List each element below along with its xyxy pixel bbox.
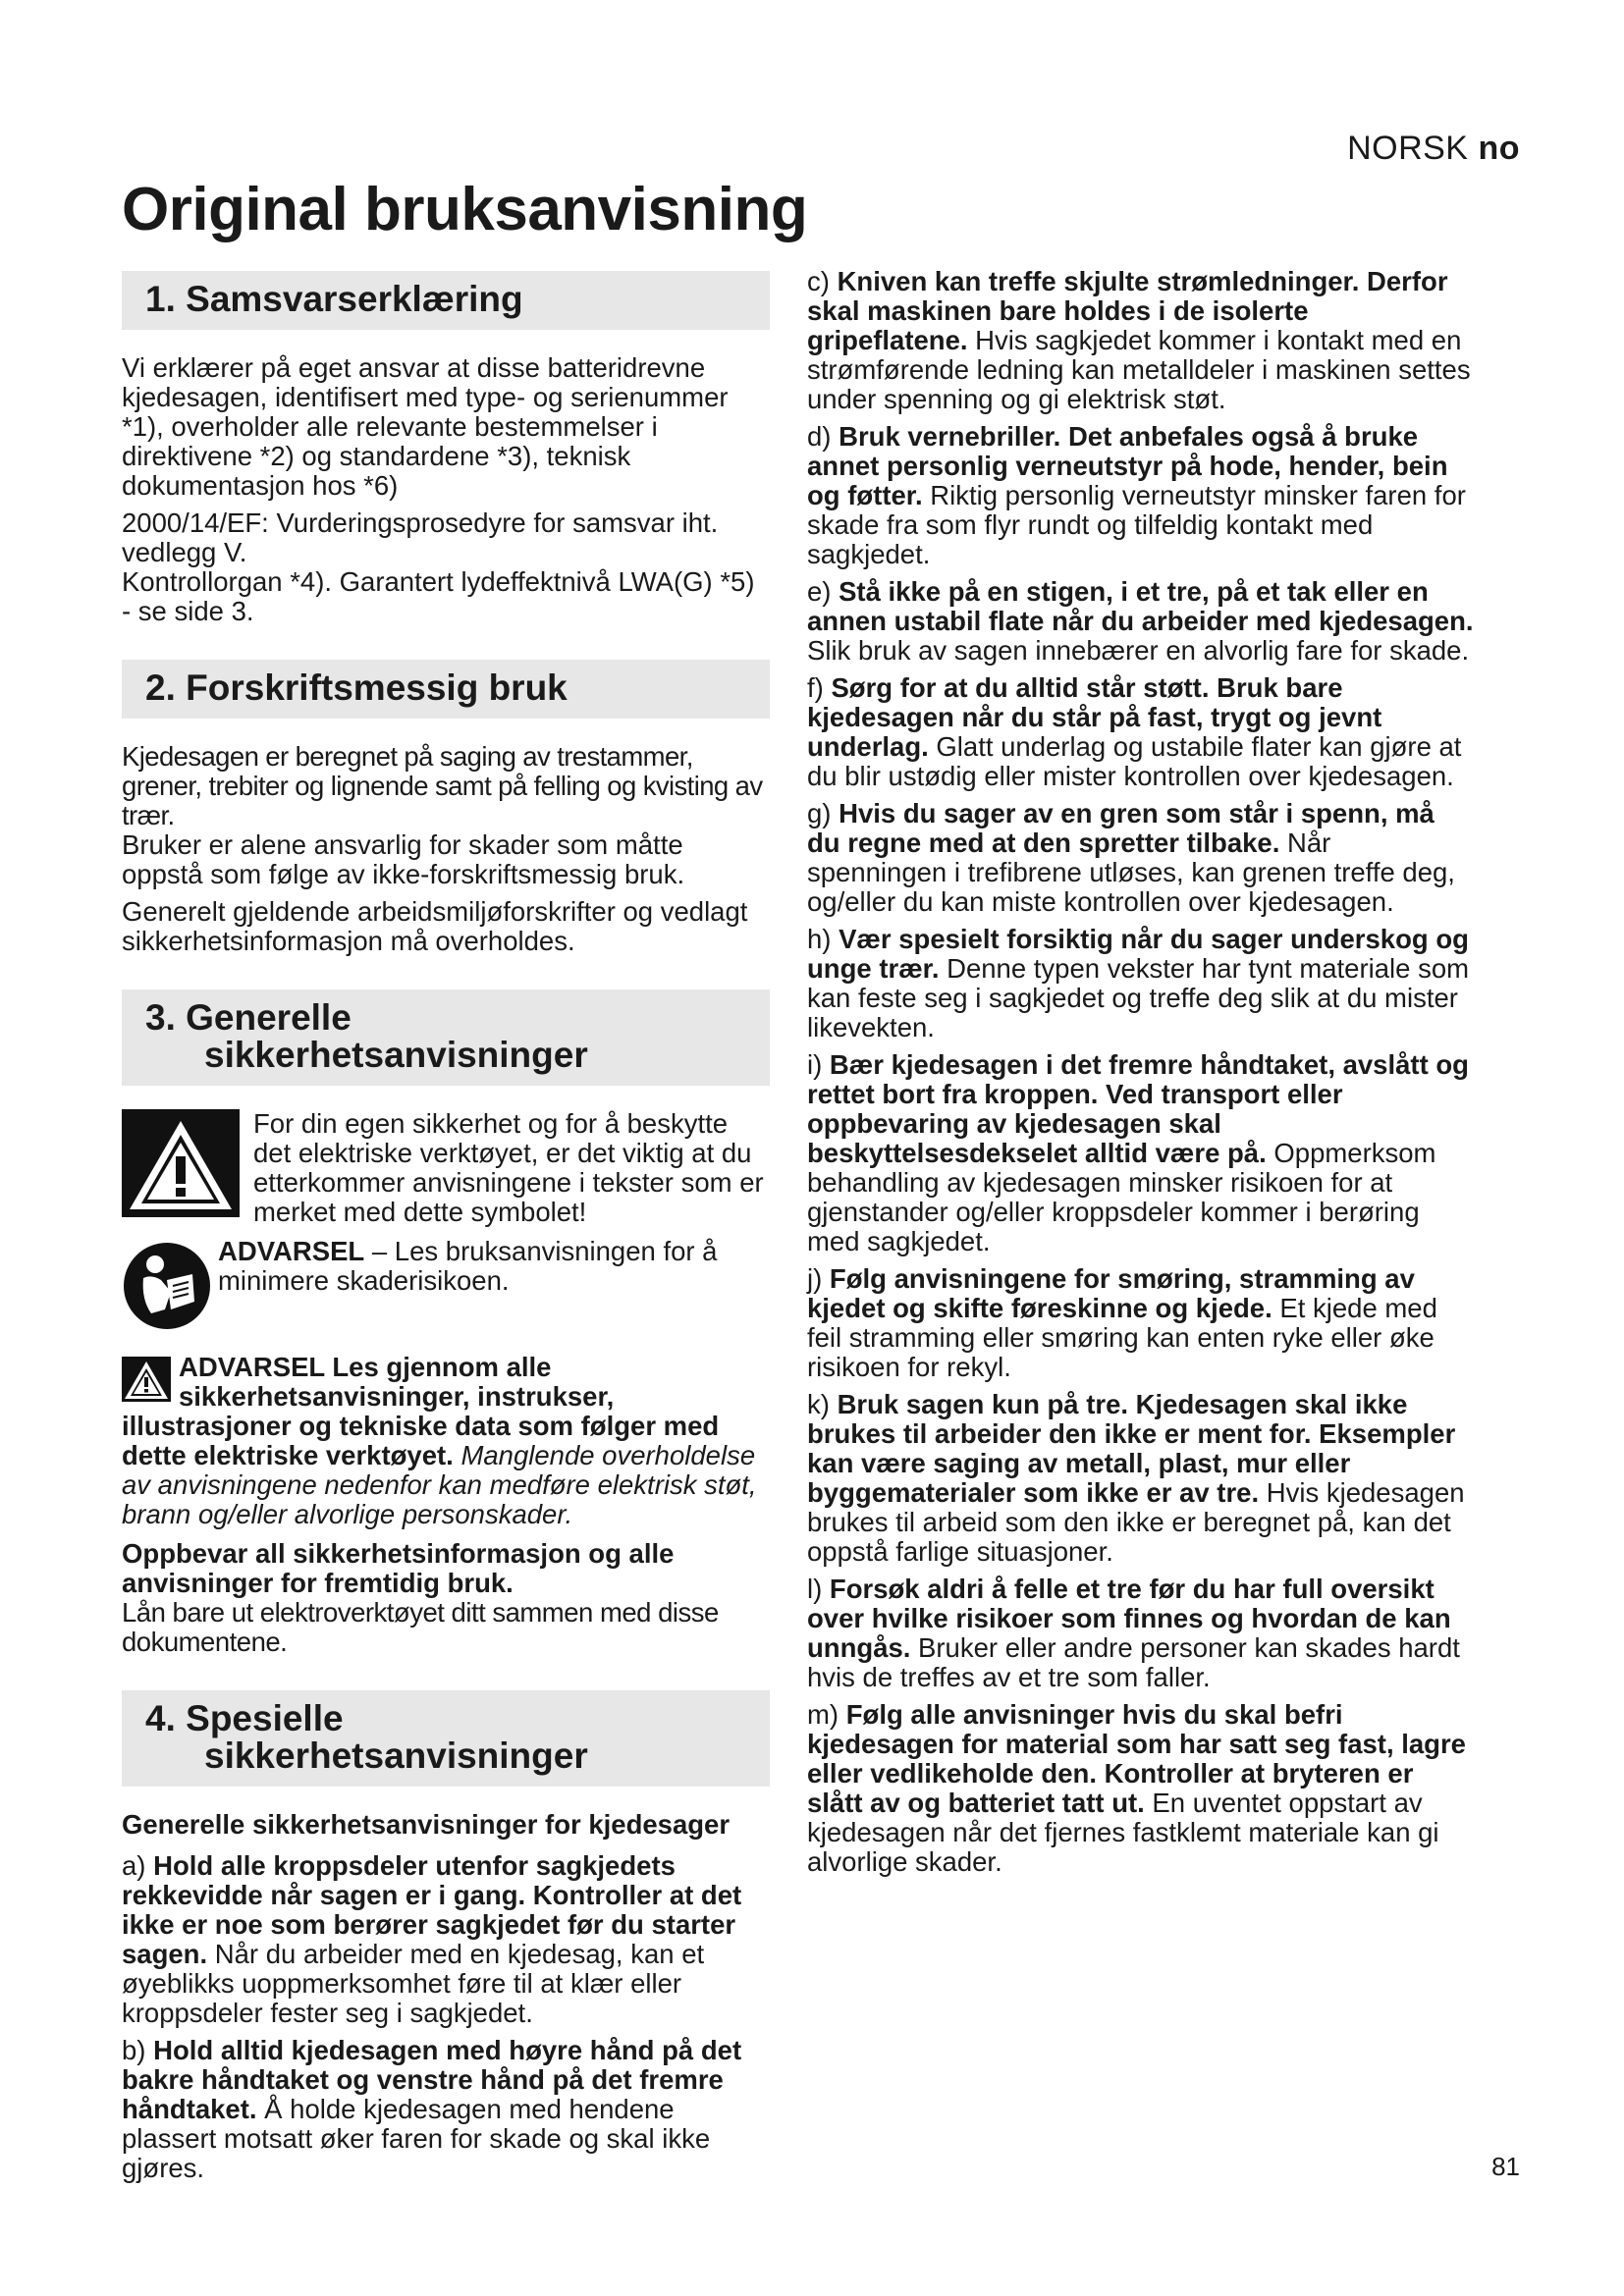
safety-symbol-note-text: For din egen sikkerhet og for å beskytte det elektriske verktøyet, er det viktig at du etterkommer anvisningene i tekster som er merket med dette symbolet!	[253, 1108, 764, 1227]
section-4-heading-line-1: 4. Spesielle	[145, 1698, 344, 1738]
safety-item-j-text: Et kjede med feil stramming eller smøring kan enten ryke eller øke risikoen for rekyl.	[807, 1293, 1437, 1382]
section-1-paragraph-3: Kontrollorgan *4). Garantert lydeffektnivå LWA(G) *5) - se side 3.	[122, 566, 755, 626]
section-3-heading-line-1: 3. Generelle	[145, 997, 352, 1038]
safety-item-a-label: a)	[122, 1850, 154, 1881]
safety-item-k-bold: Bruk sagen kun på tre. Kjedesagen skal ikke brukes til arbeider den ikke er ment for. Eksempler kan være saging av metall, plast, mur eller byggematerialer som ikke er av tre.	[807, 1389, 1456, 1508]
safety-item-l-label: l)	[807, 1574, 830, 1604]
language-name: NORSK	[1347, 130, 1469, 167]
page-number: 81	[1491, 2152, 1520, 2181]
section-4-heading-line-2: sikkerhetsanvisninger	[204, 1735, 588, 1776]
section-2-paragraph-3: Generelt gjeldende arbeidsmiljøforskrifter og vedlagt sikkerhetsinformasjon må overholdes.	[122, 896, 748, 956]
keep-instructions-paragraph	[122, 1539, 770, 1598]
language-label	[1347, 130, 1520, 168]
left-column	[122, 269, 770, 2191]
section-2-paragraph-2: Bruker er alene ansvarlig for skader som måtte oppstå som følge av ikke-forskriftsmessig bruk.	[122, 829, 685, 889]
safety-item-h	[807, 925, 1475, 1042]
section-heading-spesielle-sikkerhetsanvisninger	[122, 1690, 770, 1787]
warning-triangle-small-icon	[122, 1357, 171, 1402]
language-code: no	[1478, 130, 1520, 167]
safety-item-g-bold: Hvis du sager av en gren som står i spenn, må du regne med at den spretter tilbake.	[807, 798, 1435, 858]
safety-item-b	[122, 2036, 770, 2183]
safety-item-e-text: Slik bruk av sagen innebærer en alvorlig fare for skade.	[807, 635, 1470, 666]
safety-item-h-bold: Vær spesielt forsiktig når du sager underskog og unge trær.	[807, 924, 1469, 984]
safety-item-m-text: En uventet oppstart av kjedesagen når det fjernes fastklemt materiale kan gi alvorlige skader.	[807, 1788, 1439, 1877]
safety-item-i-text: Oppmerksom behandling av kjedesagen minsker risikoen for at gjenstander og/eller kroppsdeler kommer i berøring med sagkjedet.	[807, 1138, 1436, 1256]
warning-triangle-icon	[122, 1109, 240, 1217]
safety-item-j-bold: Følg anvisningene for smøring, stramming av kjedet og skifte føreskinne og kjede.	[807, 1263, 1415, 1323]
safety-item-l	[807, 1575, 1475, 1692]
section-2-heading-text: 2. Forskriftsmessig bruk	[145, 667, 568, 708]
safety-item-f-text: Glatt underlag og ustabile flater kan gjøre at du blir ustødig eller mister kontrollen over kjedesagen.	[807, 731, 1462, 791]
safety-item-k	[807, 1390, 1475, 1567]
safety-item-d-bold: Bruk vernebriller. Det anbefales også å bruke annet personlig verneutstyr på hode, hender, bein og føtter.	[807, 421, 1448, 510]
safety-item-h-text: Denne typen vekster har tynt materiale som kan feste seg i sagkjedet og treffe deg slik at du mister likevekten.	[807, 953, 1470, 1042]
safety-item-m	[807, 1700, 1475, 1877]
section-1-paragraph-2: 2000/14/EF: Vurderingsprosedyre for samsvar iht. vedlegg V.	[122, 507, 719, 567]
read-manual-warning-text	[218, 1237, 770, 1331]
section-heading-generelle-sikkerhetsanvisninger	[122, 989, 770, 1086]
read-manual-warning-body: – Les bruksanvisningen for å minimere skaderisikoen.	[218, 1236, 718, 1296]
section-3-heading-line-2: sikkerhetsanvisninger	[204, 1035, 588, 1075]
safety-item-j-label: j)	[807, 1263, 830, 1294]
section-2-paragraph-1: Kjedesagen er beregnet på saging av trestammer, grener, trebiter og lignende samt på felling og kvisting av trær.	[122, 741, 763, 830]
safety-item-g	[807, 799, 1475, 917]
safety-item-j	[807, 1264, 1475, 1382]
safety-item-i-label: i)	[807, 1049, 830, 1080]
safety-item-l-bold: Forsøk aldri å felle et tre før du har full oversikt over hvilke risikoer som finnes og hvordan de kan unngås.	[807, 1574, 1451, 1663]
section-heading-samsvarserklaering	[122, 271, 770, 330]
safety-item-l-text: Bruker eller andre personer kan skades hardt hvis de treffes av et tre som faller.	[807, 1632, 1460, 1692]
safety-item-b-text: Å holde kjedesagen med hendene plassert motsatt øker faren for skade og skal ikke gjøres.	[122, 2094, 711, 2183]
safety-item-g-label: g)	[807, 798, 839, 828]
safety-item-g-text: Når spenningen i trefibrene utløses, kan grenen treffe deg, og/eller du kan miste kontrollen over kjedesagen.	[807, 828, 1455, 917]
safety-item-a-text: Når du arbeider med en kjedesag, kan et øyeblikks uoppmerksomhet føre til at klær eller kroppsdeler fester seg i sagkjedet.	[122, 1939, 705, 2028]
section-1-heading-text: 1. Samsvarserklæring	[145, 279, 523, 319]
safety-item-e-bold: Stå ikke på en stigen, i et tre, på et tak eller en annen ustabil flate når du arbeider med kjedesagen.	[807, 576, 1474, 636]
safety-item-c-text: Hvis sagkjedet kommer i kontakt med en strømførende ledning kan metalldeler i maskinen settes under spenning og gi elektrisk støt.	[807, 325, 1471, 414]
safety-item-e-label: e)	[807, 576, 839, 607]
safety-item-c-bold: Kniven kan treffe skjulte strømledninger. Derfor skal maskinen bare holdes i de isolerte gripeflatene.	[807, 266, 1448, 355]
safety-item-b-label: b)	[122, 2035, 154, 2065]
safety-item-e	[807, 577, 1475, 666]
safety-item-f-label: f)	[807, 672, 832, 703]
safety-item-c	[807, 267, 1475, 414]
safety-item-b-bold: Hold alltid kjedesagen med høyre hånd på det bakre håndtaket og venstre hånd på det fremre håndtaket.	[122, 2035, 742, 2124]
safety-item-k-label: k)	[807, 1389, 838, 1419]
general-warning-paragraph	[122, 1353, 770, 1529]
keep-instructions-bold: Oppbevar all sikkerhetsinformasjon og alle anvisninger for fremtidig bruk.	[122, 1538, 675, 1598]
read-manual-warning-label: ADVARSEL	[218, 1236, 365, 1266]
safety-item-f-bold: Sørg for at du alltid står støtt. Bruk bare kjedesagen når du står på fast, trygt og jevnt underlag.	[807, 672, 1382, 762]
safety-item-f	[807, 673, 1475, 791]
safety-item-a	[122, 1851, 770, 2028]
safety-item-m-bold: Følg alle anvisninger hvis du skal befri kjedesagen for material som har satt seg fast, lagre eller vedlikeholde den. Kontroller at bryteren er slått av og batteriet tatt ut.	[807, 1699, 1466, 1818]
safety-item-k-text: Hvis kjedesagen brukes til arbeid som den ikke er beregnet på, kan det oppstå farlige situasjoner.	[807, 1477, 1465, 1567]
general-warning-bold: ADVARSEL Les gjennom alle sikkerhetsanvisninger, instrukser, illustrasjoner og tekniske data som følger med dette elektriske verktøyet.	[122, 1352, 720, 1470]
read-manual-warning	[122, 1237, 770, 1331]
safety-item-d-label: d)	[807, 421, 839, 452]
read-manual-icon	[122, 1241, 212, 1331]
page-title: Original bruksanvisning	[122, 176, 808, 243]
safety-symbol-note	[122, 1109, 770, 1227]
section-4-subheading	[122, 1810, 770, 1840]
right-column	[807, 267, 1475, 1885]
section-heading-forskriftsmessig-bruk	[122, 660, 770, 719]
safety-item-m-label: m)	[807, 1699, 846, 1730]
safety-item-i-bold: Bær kjedesagen i det fremre håndtaket, avslått og rettet bort fra kroppen. Ved transport eller oppbevaring av kjedesagen skal beskyttelsesdekselet alltid være på.	[807, 1049, 1469, 1168]
safety-item-d-text: Riktig personlig verneutstyr minsker faren for skade fra som flyr rundt og tilfeldig kontakt med sagkjedet.	[807, 480, 1466, 569]
general-warning-italic: Manglende overholdelse av anvisningene nedenfor kan medføre elektrisk støt, brann og/eller alvorlige personskader.	[122, 1440, 757, 1529]
safety-item-d	[807, 422, 1475, 569]
section-1-paragraph-1: Vi erklærer på eget ansvar at disse batteridrevne kjedesagen, identifisert med type- og serienummer *1), overholder alle relevante bestemmelser i direktivene *2) og standardene *3), teknisk dokumentasjon hos *6)	[122, 352, 729, 501]
safety-item-h-label: h)	[807, 924, 839, 954]
safety-item-a-bold: Hold alle kroppsdeler utenfor sagkjedets rekkevidde når sagen er i gang. Kontroller at det ikke er noe som berører sagkjedet før du starter sagen.	[122, 1850, 742, 1969]
safety-item-c-label: c)	[807, 266, 838, 296]
lend-tool-paragraph: Lån bare ut elektroverktøyet ditt sammen med disse dokumentene.	[122, 1597, 719, 1657]
safety-item-i	[807, 1050, 1475, 1256]
section-4-subheading-text: Generelle sikkerhetsanvisninger for kjedesager	[122, 1809, 731, 1840]
